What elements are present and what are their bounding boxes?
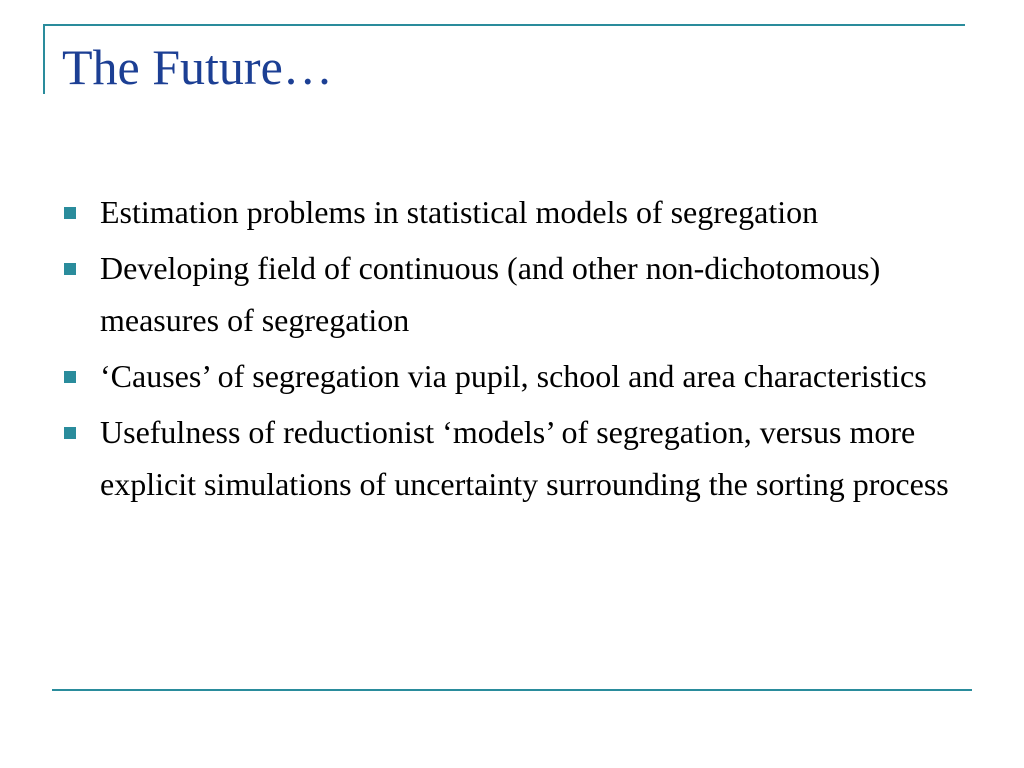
bullet-text: Developing field of continuous (and other non-dichotomous) measures of segregation [100,250,881,338]
square-bullet-icon [64,371,76,383]
bullet-list [62,186,962,514]
square-bullet-icon [64,263,76,275]
bullet-item [62,186,962,238]
bottom-rule [52,689,972,691]
slide-title: The Future… [62,39,333,95]
bullet-item [62,406,962,510]
square-bullet-icon [64,207,76,219]
bullet-item [62,350,962,402]
bullet-text: Estimation problems in statistical models of segregation [100,194,819,230]
bullet-text: Usefulness of reductionist ‘models’ of segregation, versus more explicit simulations of uncertainty surrounding the sorting process [100,414,949,502]
title-left-rule [43,24,45,94]
bullet-text: ‘Causes’ of segregation via pupil, school and area characteristics [100,358,927,394]
square-bullet-icon [64,427,76,439]
title-top-rule [43,24,965,26]
bullet-item [62,242,962,346]
